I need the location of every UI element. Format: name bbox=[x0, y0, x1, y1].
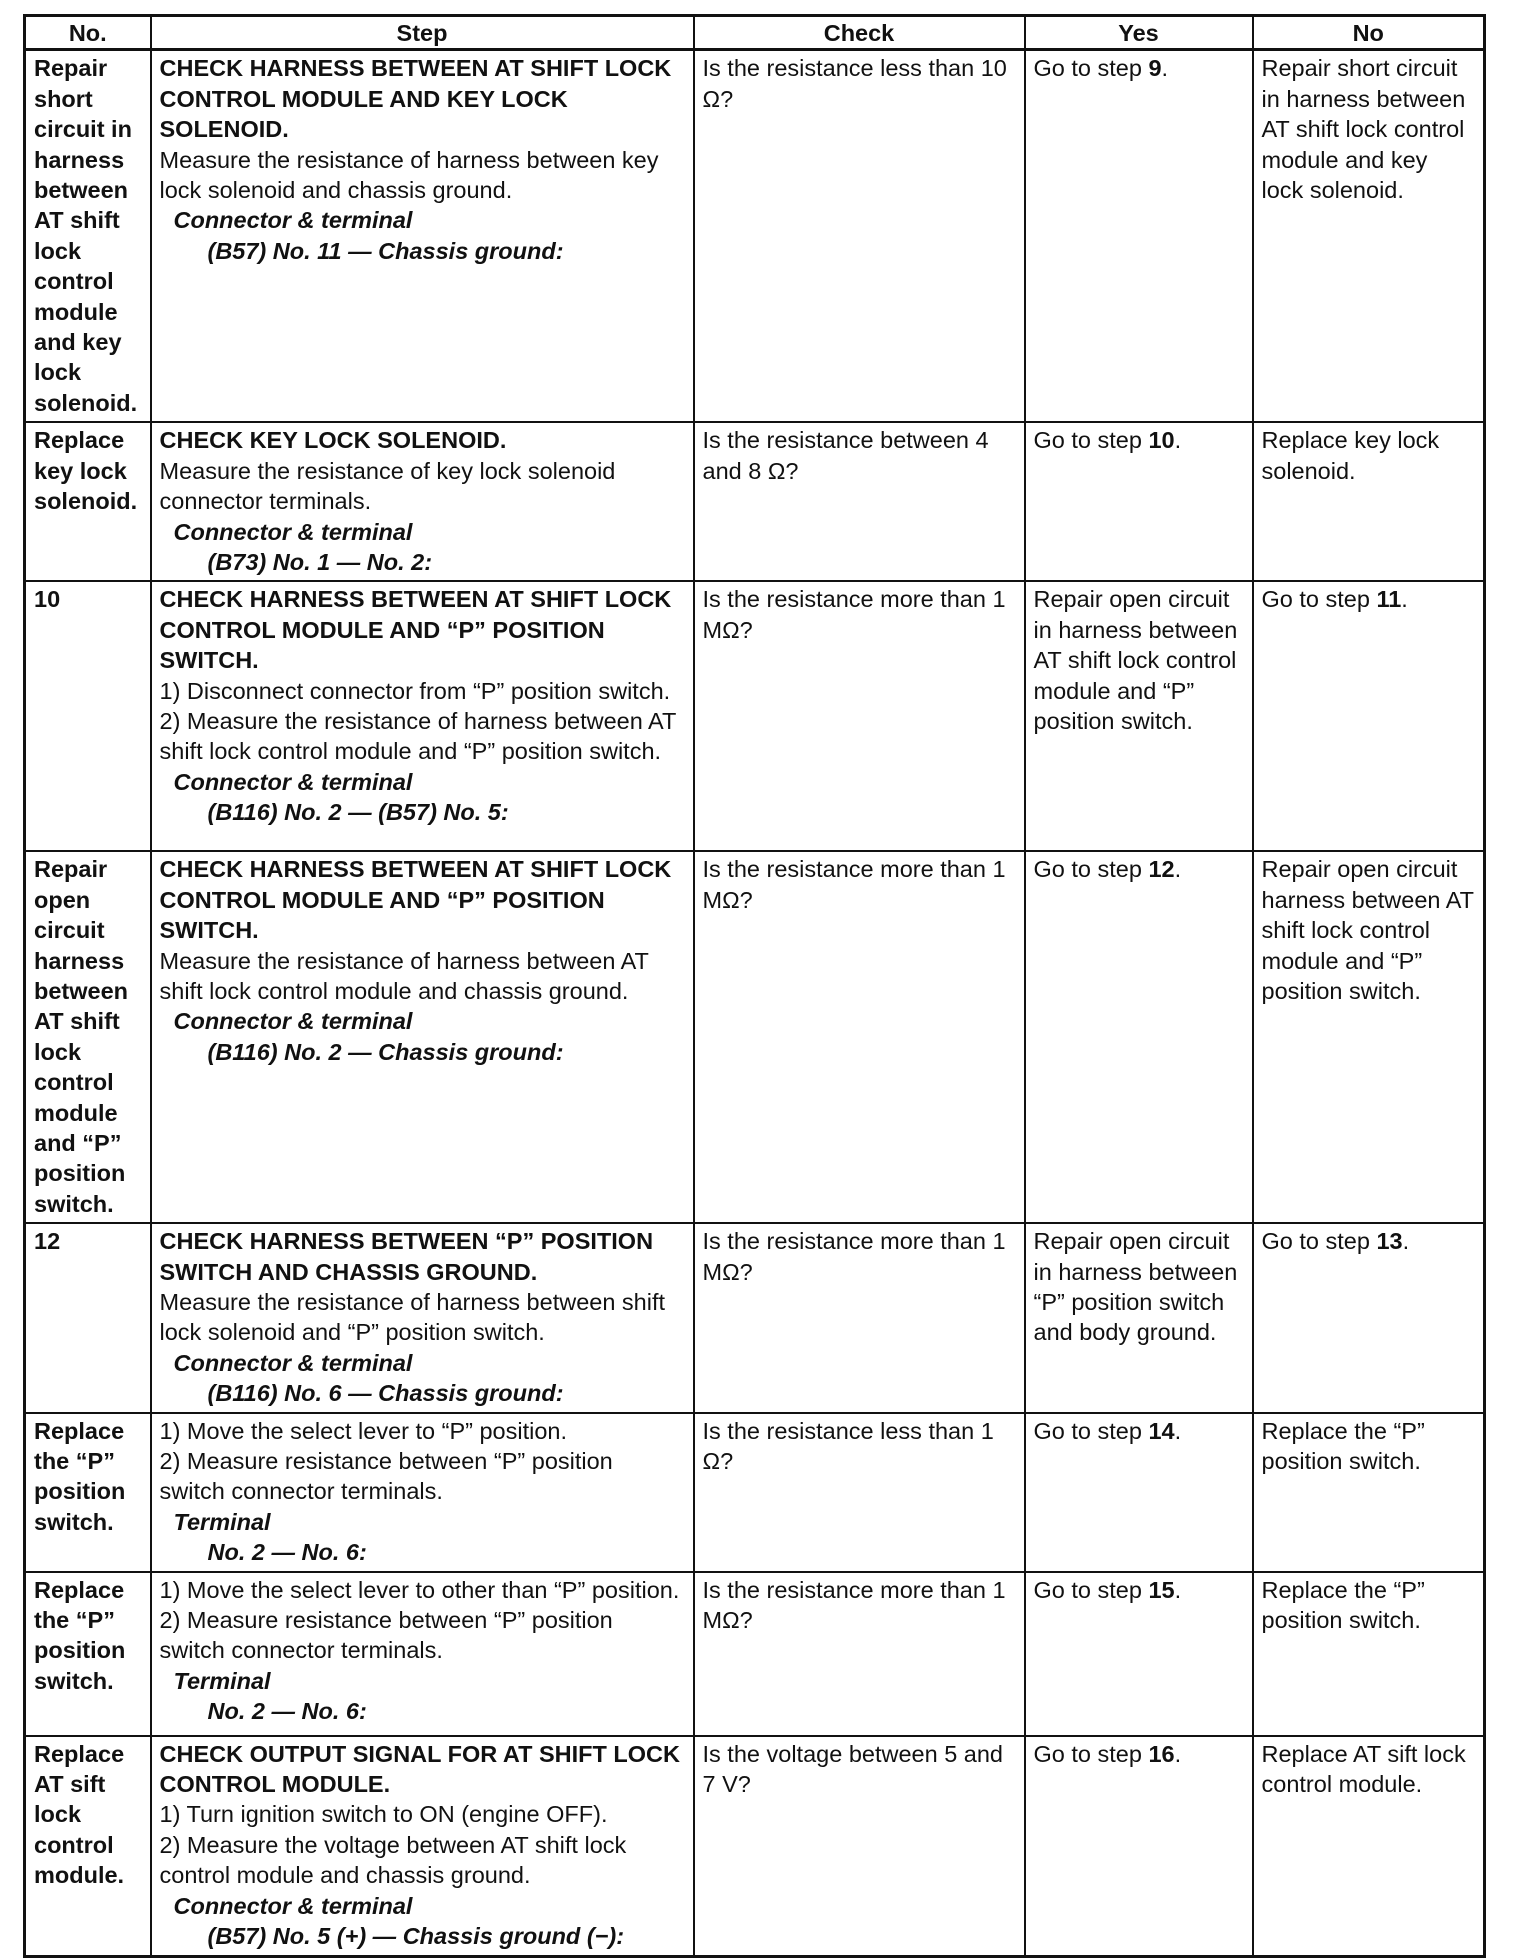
table-row bbox=[25, 422, 1485, 581]
yes-text: Go to step bbox=[1033, 1740, 1149, 1767]
table-header-row bbox=[25, 16, 1485, 50]
yes-cell: Repair open circuit in harness between AT shift lock control module and “P” position switch. bbox=[1025, 581, 1253, 851]
connector-value: (B57) No. 11 — Chassis ground: bbox=[207, 237, 564, 264]
step-title: CHECK HARNESS BETWEEN “P” POSITION SWITCH AND CHASSIS GROUND. bbox=[159, 1228, 654, 1285]
terminal-value: No. 2 — No. 6: bbox=[207, 1698, 367, 1725]
step-cell bbox=[151, 1413, 694, 1572]
check-cell: Is the resistance more than 1 MΩ? bbox=[694, 581, 1025, 851]
connector-label: Connector & terminal bbox=[173, 1349, 413, 1376]
connector-label: Connector & terminal bbox=[173, 1008, 413, 1035]
yes-suffix: . bbox=[1161, 55, 1169, 82]
step-title: CHECK HARNESS BETWEEN AT SHIFT LOCK CONTROL MODULE AND “P” POSITION SWITCH. bbox=[159, 586, 672, 674]
yes-text: Go to step bbox=[1033, 1576, 1149, 1603]
table-row bbox=[25, 581, 1485, 851]
step-instruction: Measure the resistance of key lock solenoid connector terminals. bbox=[159, 457, 616, 515]
step-instruction: 1) Move the select lever to “P” position. bbox=[159, 1417, 568, 1444]
table-row bbox=[25, 1223, 1485, 1412]
step-title: CHECK HARNESS BETWEEN AT SHIFT LOCK CONTROL MODULE AND “P” POSITION SWITCH. bbox=[159, 856, 672, 944]
step-number: Replace the “P” position switch. bbox=[25, 1572, 151, 1736]
yes-text: Go to step bbox=[1033, 856, 1149, 883]
step-cell bbox=[151, 1736, 694, 1956]
check-cell: Is the resistance between 4 and 8 Ω? bbox=[694, 422, 1025, 581]
yes-suffix: . bbox=[1174, 1576, 1182, 1603]
step-title: CHECK HARNESS BETWEEN AT SHIFT LOCK CONTROL MODULE AND KEY LOCK SOLENOID. bbox=[159, 55, 672, 143]
step-cell bbox=[151, 422, 694, 581]
header-no: No. bbox=[25, 16, 151, 50]
yes-text: Go to step bbox=[1033, 55, 1149, 82]
step-number: Replace the “P” position switch. bbox=[25, 1413, 151, 1572]
yes-text: Go to step bbox=[1033, 427, 1149, 454]
yes-text: Go to step bbox=[1033, 1417, 1149, 1444]
step-instruction: 2) Measure the resistance of harness between AT shift lock control module and “P” position switch. bbox=[159, 707, 676, 765]
connector-value: (B116) No. 6 — Chassis ground: bbox=[207, 1380, 564, 1407]
connector-label: Connector & terminal bbox=[173, 768, 413, 795]
connector-value: (B116) No. 2 — (B57) No. 5: bbox=[207, 799, 509, 826]
yes-suffix: . bbox=[1174, 427, 1182, 454]
step-title: CHECK KEY LOCK SOLENOID. bbox=[159, 427, 507, 454]
no-cell: Repair short circuit in harness between AT shift lock control module and key lock solenoid. bbox=[1253, 50, 1485, 422]
connector-label: Connector & terminal bbox=[173, 207, 413, 234]
step-instruction: Measure the resistance of harness between shift lock solenoid and “P” position switch. bbox=[159, 1289, 666, 1346]
yes-cell bbox=[1025, 1572, 1253, 1736]
yes-cell bbox=[1025, 50, 1253, 422]
table-row bbox=[25, 50, 1485, 422]
table-row bbox=[25, 1572, 1485, 1736]
check-cell: Is the resistance less than 10 Ω? bbox=[694, 50, 1025, 422]
connector-value: (B73) No. 1 — No. 2: bbox=[207, 548, 433, 575]
no-cell bbox=[1253, 581, 1485, 851]
terminal-label: Terminal bbox=[173, 1508, 271, 1535]
step-title: CHECK OUTPUT SIGNAL FOR AT SHIFT LOCK CONTROL MODULE. bbox=[159, 1740, 680, 1798]
yes-step-link: 15 bbox=[1148, 1576, 1175, 1603]
step-instruction: 1) Turn ignition switch to ON (engine OFF). bbox=[159, 1801, 608, 1828]
step-cell bbox=[151, 1572, 694, 1736]
check-cell: Is the resistance less than 1 Ω? bbox=[694, 1413, 1025, 1572]
step-cell bbox=[151, 581, 694, 851]
header-yes: Yes bbox=[1025, 16, 1253, 50]
yes-suffix: . bbox=[1174, 1417, 1182, 1444]
step-instruction: 2) Measure the voltage between AT shift lock control module and chassis ground. bbox=[159, 1831, 627, 1889]
connector-value: (B57) No. 5 (+) — Chassis ground (−): bbox=[207, 1923, 625, 1950]
no-cell: Repair open circuit harness between AT shift lock control module and “P” position switch. bbox=[1253, 851, 1485, 1223]
step-number: Repair short circuit in harness between AT shift lock control module and key lock solenoid. bbox=[25, 50, 151, 422]
step-cell bbox=[151, 50, 694, 422]
diagnostic-table bbox=[23, 14, 1486, 1958]
check-cell: Is the voltage between 5 and 7 V? bbox=[694, 1736, 1025, 1956]
step-number: Repair open circuit harness between AT shift lock control module and “P” position switch. bbox=[25, 851, 151, 1223]
no-cell: Replace the “P” position switch. bbox=[1253, 1413, 1485, 1572]
table-row bbox=[25, 1736, 1485, 1956]
step-number: 12 bbox=[25, 1223, 151, 1412]
step-instruction: 1) Move the select lever to other than “P” position. bbox=[159, 1576, 680, 1603]
step-instruction: 1) Disconnect connector from “P” position switch. bbox=[159, 677, 671, 704]
no-suffix: . bbox=[1402, 1228, 1410, 1255]
yes-cell bbox=[1025, 1736, 1253, 1956]
header-check: Check bbox=[694, 16, 1025, 50]
no-text: Go to step bbox=[1261, 1228, 1377, 1255]
step-instruction: 2) Measure resistance between “P” position switch connector terminals. bbox=[159, 1448, 613, 1505]
header-step: Step bbox=[151, 16, 694, 50]
yes-step-link: 9 bbox=[1148, 55, 1162, 82]
yes-cell bbox=[1025, 1413, 1253, 1572]
terminal-value: No. 2 — No. 6: bbox=[207, 1539, 367, 1566]
yes-cell: Repair open circuit in harness between “P” position switch and body ground. bbox=[1025, 1223, 1253, 1412]
connector-label: Connector & terminal bbox=[173, 1892, 413, 1919]
step-instruction: Measure the resistance of harness between AT shift lock control module and chassis ground. bbox=[159, 947, 649, 1004]
connector-label: Connector & terminal bbox=[173, 518, 413, 545]
yes-step-link: 16 bbox=[1148, 1740, 1175, 1767]
no-step-link: 11 bbox=[1376, 586, 1402, 613]
no-cell: Replace key lock solenoid. bbox=[1253, 422, 1485, 581]
step-instruction: Measure the resistance of harness between key lock solenoid and chassis ground. bbox=[159, 146, 659, 204]
step-number: 10 bbox=[25, 581, 151, 851]
table-row bbox=[25, 1413, 1485, 1572]
no-cell: Replace AT sift lock control module. bbox=[1253, 1736, 1485, 1956]
terminal-label: Terminal bbox=[173, 1667, 271, 1694]
no-cell: Replace the “P” position switch. bbox=[1253, 1572, 1485, 1736]
yes-suffix: . bbox=[1174, 1740, 1182, 1767]
check-cell: Is the resistance more than 1 MΩ? bbox=[694, 1572, 1025, 1736]
header-no-result: No bbox=[1253, 16, 1485, 50]
step-instruction: 2) Measure resistance between “P” position switch connector terminals. bbox=[159, 1607, 613, 1664]
no-suffix: . bbox=[1401, 586, 1408, 613]
yes-step-link: 14 bbox=[1148, 1417, 1175, 1444]
table-row bbox=[25, 851, 1485, 1223]
check-cell: Is the resistance more than 1 MΩ? bbox=[694, 851, 1025, 1223]
connector-value: (B116) No. 2 — Chassis ground: bbox=[207, 1038, 564, 1065]
no-step-link: 13 bbox=[1376, 1228, 1403, 1255]
yes-cell bbox=[1025, 851, 1253, 1223]
yes-step-link: 12 bbox=[1148, 856, 1175, 883]
no-cell bbox=[1253, 1223, 1485, 1412]
step-number: Replace AT sift lock control module. bbox=[25, 1736, 151, 1956]
step-number: Replace key lock solenoid. bbox=[25, 422, 151, 581]
no-text: Go to step bbox=[1261, 586, 1377, 613]
yes-cell bbox=[1025, 422, 1253, 581]
yes-step-link: 10 bbox=[1148, 427, 1175, 454]
step-cell bbox=[151, 851, 694, 1223]
yes-suffix: . bbox=[1174, 856, 1182, 883]
check-cell: Is the resistance more than 1 MΩ? bbox=[694, 1223, 1025, 1412]
step-cell bbox=[151, 1223, 694, 1412]
